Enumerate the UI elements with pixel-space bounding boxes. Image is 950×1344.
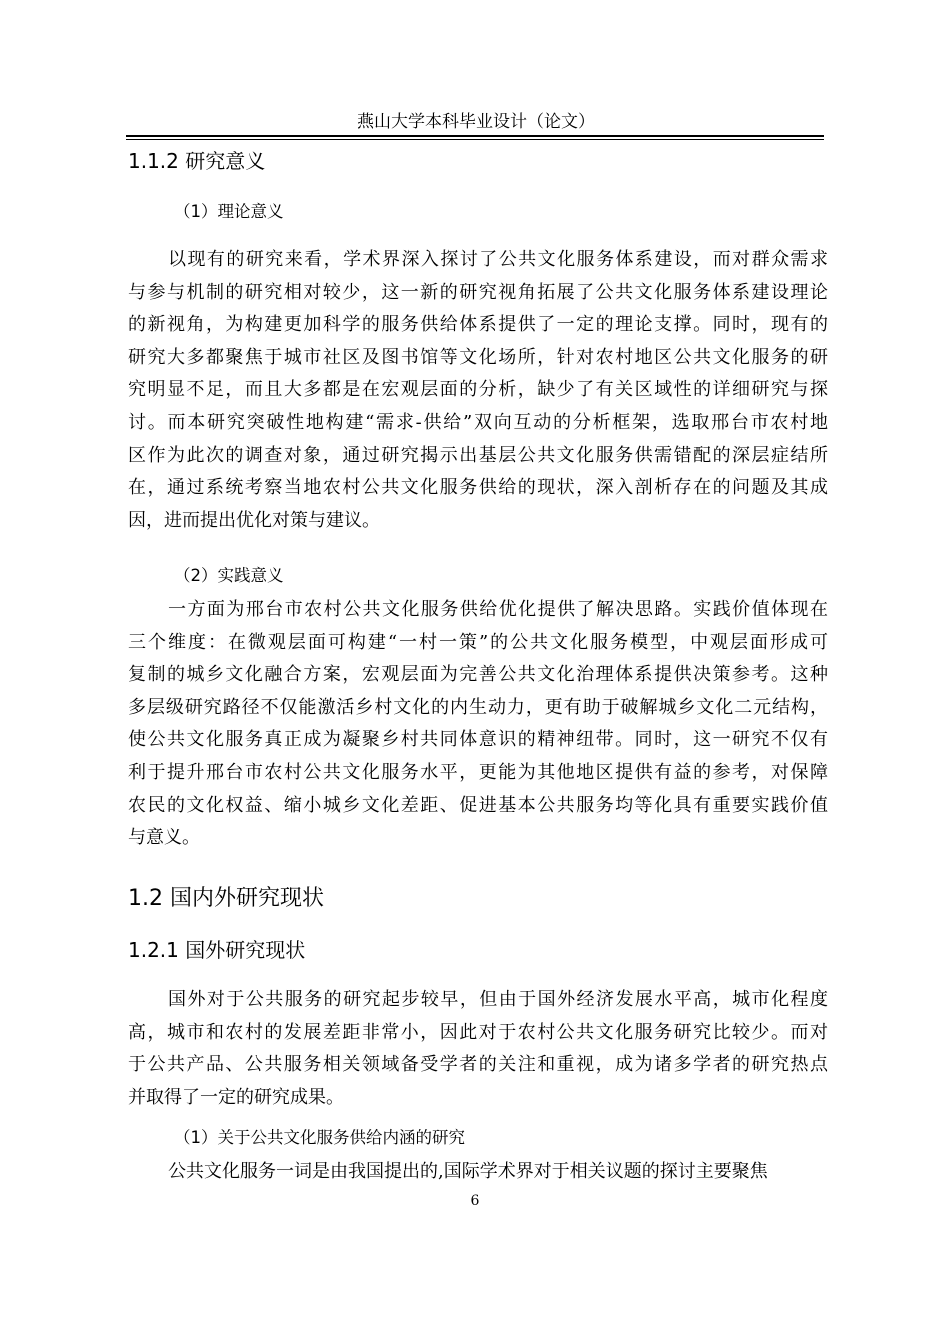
paragraph-line: 多层级研究路径不仅能激活乡村文化的内生动力，更有助于破解城乡文化二元结构， [128,696,828,718]
paragraph-theory [128,244,828,537]
subheading-theory: （1）理论意义 [174,202,284,221]
paragraph-line: 于公共产品、公共服务相关领域备受学者的关注和重视，成为诸多学者的研究热点 [128,1054,828,1076]
paragraph-line: 与意义。 [128,827,200,849]
paragraph-line: 讨。而本研究突破性地构建“需求-供给”双向互动的分析框架，选取邢台市农村地 [128,411,828,433]
paragraph-line: 农民的文化权益、缩小城乡文化差距、促进基本公共服务均等化具有重要实践价值 [128,794,828,816]
paragraph-connotation [128,1156,828,1189]
subheading-practice: （2）实践意义 [174,566,284,585]
paragraph-line: 以现有的研究来看，学术界深入探讨了公共文化服务体系建设，而对群众需求 [168,249,828,270]
paragraph-line: 究明显不足，而且大多都是在宏观层面的分析，缺少了有关区域性的详细研究与探 [128,379,828,401]
header-rule-thick [126,135,824,137]
paragraph-line: 与参与机制的研究相对较少，这一新的研究视角拓展了公共文化服务体系建设理论 [128,281,828,303]
paragraph-line: 高，城市和农村的发展差距非常小，因此对于农村公共文化服务研究比较少。而对 [128,1021,828,1043]
paragraph-line: 使公共文化服务真正成为凝聚乡村共同体意识的精神纽带。同时，这一研究不仅有 [128,729,828,751]
page-number: 6 [470,1193,480,1209]
running-header: 燕山大学本科毕业设计（论文） [357,112,595,132]
paragraph-line: 三个维度：在微观层面可构建“一村一策”的公共文化服务模型，中观层面形成可 [128,631,828,653]
paragraph-line: 在，通过系统考察当地农村公共文化服务供给的现状，深入剖析存在的问题及其成 [128,477,828,499]
paragraph-foreign-intro [128,984,828,1114]
paragraph-line: 因，进而提出优化对策与建议。 [128,509,380,531]
paragraph-line: 复制的城乡文化融合方案，宏观层面为完善公共文化治理体系提供决策参考。这种 [128,664,828,686]
paragraph-line: 研究大多都聚焦于城市社区及图书馆等文化场所，针对农村地区公共文化服务的研 [128,346,828,368]
paragraph-line: 公共文化服务一词是由我国提出的,国际学术界对于相关议题的探讨主要聚焦 [168,1161,768,1182]
paragraph-line: 利于提升邢台市农村公共文化服务水平，更能为其他地区提供有益的参考，对保障 [128,761,828,783]
paragraph-line: 国外对于公共服务的研究起步较早，但由于国外经济发展水平高，城市化程度 [168,989,828,1010]
section-heading-1-2-1: 1.2.1 国外研究现状 [128,938,306,962]
paragraph-line: 一方面为邢台市农村公共文化服务供给优化提供了解决思路。实践价值体现在 [168,599,828,620]
section-heading-1-1-2: 1.1.2 研究意义 [128,149,266,173]
header-rule-thin [126,139,824,140]
paragraph-line: 的新视角，为构建更加科学的服务供给体系提供了一定的理论支撑。同时，现有的 [128,314,828,336]
paragraph-line: 并取得了一定的研究成果。 [128,1086,344,1108]
paragraph-line: 区作为此次的调查对象，通过研究揭示出基层公共文化服务供需错配的深层症结所 [128,444,828,466]
paragraph-practice [128,594,828,855]
section-heading-1-2: 1.2 国内外研究现状 [128,886,324,911]
subheading-connotation: （1）关于公共文化服务供给内涵的研究 [174,1128,465,1147]
